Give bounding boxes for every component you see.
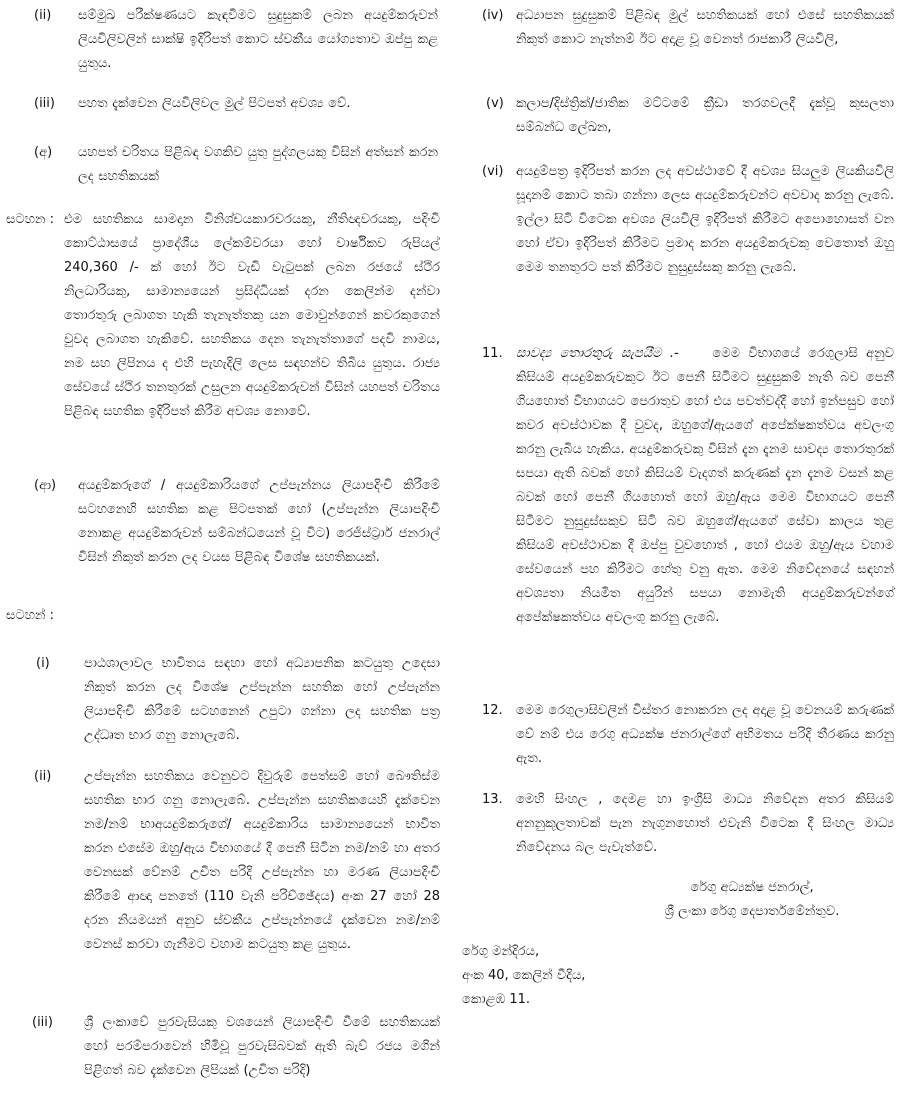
item-text: අධ්‍යාපන සුදුසුකම් පිළිබඳ මුල් සහතිකයක් හෝ එසේ සහතිකයක් නිකුත් කොට නැත්නම් ඊට අදාළ වූ වෙනත් රාජකාරී ලියවිලි, (516, 8, 894, 47)
signature-block (602, 876, 900, 924)
note-good-character (0, 208, 452, 452)
requirement-v (462, 92, 900, 142)
item-label: (ආ) (34, 478, 57, 493)
item-text: උප්පැන්න සහතිකය වෙනුවට දිවුරුම් පෙත්සම් හෝ බෞතිස්ම සහතික භාර ගනු නොලැබේ. උප්පැන්න සහතිකයෙහි දැක්වෙන නම/නම් භාඅයදුම්කරුගේ/ අයදුම්කාරිය සාමාන්‍යයෙන් භාවිත කරන එසේම ඔහු/ඇය විභාගයේ දී පෙනී සිටින නම/නම් හා අතර වෙනසක් වේනම් උචිත පරිදි උප්පැන්න හා මරණ ලියාපදිංචි කිරීමේ ආඥා පනතේ (110 වැනි පරිච්ඡේදය) අංක 27 හෝ 28 දරන නියමයන් අනුව ස්වකීය උප්පැන්නයේ දැක්වෙන නම/නම් වෙනස් කරවා ගැනීමට වහාම කටයුතු කළ යුතුය. (84, 769, 440, 952)
item-text: අයදුම්පත්‍ර ඉදිරිපත් කරන ලද අවස්ථාවේ දී අවශ්‍ය සියලුම ලියකියවිලි සූදානම් කොට තබා ගන්නා ලෙස අයදුම්කරුවන්ට අවවාද කරනු ලැබේ. ඉල්ලා සිටි විටෙක අවශ්‍ය ලියවිලි ඉදිරිපත් කිරීමට අපොහොසත් වන හෝ ඒවා ඉදිරිපත් කිරීමට ප්‍රමාද කරන අයදුම්කරුවකු වෙතොත් ඔහු මෙම තනතුරට පත් කිරීමට නුසුදුස්සකු කරනු ලැබේ. (516, 164, 894, 275)
signature-department: ශ්‍රී ලංකා රේගු දෙපාර්තමේන්තුව. (664, 904, 840, 919)
item-label: (iii) (34, 96, 55, 111)
address-line-1: රේගු මන්දිරය, (462, 944, 540, 959)
item-label: (v) (486, 96, 504, 111)
address-line-2: අංක 40, කෙලින් වීදිය, (462, 968, 586, 983)
item-text: යහපත් චරිතය පිළිබඳ වගකිව යුතු පුද්ගලයකු විසින් අත්සන් කරන ලද සහතිකයක් (78, 145, 438, 184)
section-11-false-information (462, 342, 900, 672)
section-number: 13. (482, 792, 503, 807)
item-text: සම්මුඛ පරීක්ෂණයට කැඳවීමට සුදුසුකම් ලබන අයදුම්කරුවන් ලියවිලිවලින් සාක්ෂි ඉදිරිපත් කොට ස්වකීය යෝග්‍යතාව ඔප්පු කළ යුතුය. (78, 8, 438, 71)
address-line-3: කොළඹ 11. (462, 992, 531, 1007)
section-text: මෙහි සිංහල , දෙමළ හා ඉංග්‍රීසි මාධ්‍ය නිවේදන අතර කිසියම් අනනුකූලතාවක් පැන නැගුනහොත් එවැනි විටෙක දී සිංහල මාධ්‍ය නිවේදනය බල පැවැත්වේ. (516, 792, 894, 855)
address-block (462, 940, 585, 1012)
section-number: 12. (482, 703, 503, 718)
requirement-iii (0, 92, 452, 118)
item-label: (iv) (482, 8, 504, 23)
section-text: මෙම රෙගුලාසිවලින් විස්තර නොකරන ලද අදාළ වූ වෙනයම් කරුණක් වේ නම් එය රෙගු අධ්‍යක්ෂ ජනරාල්ගේ අභිමතය පරිදි තීරණය කරනු ඇත. (516, 703, 894, 766)
note-iii (0, 1011, 452, 1107)
item-label: (අ) (34, 145, 53, 160)
section-number: 11. (482, 346, 503, 361)
requirement-iv (462, 4, 900, 78)
item-text: ශ්‍රී ලංකාවේ පුරවැසියකු වශයෙන් ලියාපදිංචි වීමේ සහතිකයක් හෝ පරම්පරාවෙන් හිමිවූ පුරවැසිබවක් ඇති බැව් රජය මගින් පිළිගත් බව දැක්වෙන ලිපියක් (උචිත පරිදි) (84, 1015, 440, 1078)
item-label: (iii) (32, 1015, 53, 1030)
item-text: පාඨශාලාවල භාවිතය සඳහා හෝ අධ්‍යාපනික කටයුතු උදෙසා නිකුත් කරන ලද විශේෂ උප්පැන්න සහතික හෝ උප්පැන්න ලියාපදිංචි කිරීමේ සටහනෙන් උපුටා ගන්නා ලද සහතික පත්‍ර උද්ධෘත භාර ගනු නොලැබේ. (84, 656, 440, 743)
note-text: එම සහතිකය සාමදාන විනිශ්චයකාරවරයකු, නීතිඥවරයකු, පදිංචි කොට්ඨාසයේ ප්‍රාදේශීය ලේකම්වරයා හෝ වාර්ෂිකව රුපියල් 240,360 /- ක් හෝ ඊට වැඩි වැටුපක් ලබන රජයේ ස්ථිර නිලධාරියකු, සාමාන්‍යයෙන් ප්‍රසිද්ධියක් දරන කෙලින්ම දන්වා තොරතුරු ලබාගත හැකි තැනැත්තකු යන මොවුන්ගෙන් කවරකුගෙන් වුවද ලබාගත හැකිවේ. සහතිකය දෙන තැනැත්තාගේ පදවි නාමය, නම සහ ලිපිනය ද එහි පැහැදිලි ලෙස සඳහන්ව තිබිය යුතුය. රාජ්‍ය සේවයේ ස්ථිර තනතුරක් උසුලන අයදුම්කරුවන් විසින් යහපත් චරිතය පිළිබඳ සහතික ඉදිරිපත් කිරීම අවශ්‍ය නොවේ. (64, 212, 440, 419)
item-text: අයදුම්කරුගේ / අයදුම්කාරියගේ උප්පැන්නය ලියාපදිංචි කිරීමේ සටහනෙහි සහතික කළ පිටපතක් හෝ (උප්පැන්න ලියාපදිංචි නොකළ අයදුම්කරුවන් සම්බන්ධයෙන් වූ විට) රෙජිස්ට්‍රාර් ජනරාල් විසින් නිකුත් කරන ලද වයස පිළිබඳ විශේෂ සහතිකයක්. (78, 478, 440, 565)
requirement-vi (462, 160, 900, 330)
document-aa (0, 474, 452, 594)
item-text: කලාප/දිස්ත්‍රික්/ජාතික මට්ටමේ ක්‍රීඩා තරගවලදී දැක්වූ කුසලතා සම්බන්ධ ලේඛන, (516, 96, 894, 135)
note-ii (0, 765, 452, 985)
section-12 (462, 699, 900, 773)
section-heading: සාවද්‍ය තොරතුරු සැපයීම .- (516, 346, 679, 361)
notes-heading: සටහන් : (6, 608, 54, 623)
requirement-ii (0, 4, 452, 74)
section-body (516, 342, 894, 630)
section-text: මෙම විභාගයේ රෙගුලාසි අනුව කිසියම් අයදුම්කරුවකුට ඊට පෙනී සිටීමට සුදුසුකම් නැති බව පෙනී ගියහොත් විභාගයට පෙරාතුව හෝ එය පවත්වද්දී හෝ ඉන්පසුව හෝ කවර අවස්ථාවක දී වුවද, ඔහුගේ/ඇයගේ අපේක්ෂකත්වය අවලංගු කරනු ලැබිය හැකිය. අයදුම්කරුවකු විසින් දැන දැනම සාවද්‍ය තොරතුරක් සපයා ඇති බවක් හෝ කිසියම් වැදගත් කරුණක් දැන දැනම වසන් කළ බවක් හෝ පෙනී ගියහොත් හෝ ඔහු/ඇය මෙම විභාගයට පෙනී සිටීමට නුසුදුස්සකුව සිටි බව ඔහුගේ/ඇයගේ සේවා කාලය තුළ කිසියම් අවස්ථාවක දී ඔප්පු වුවහොත් , හෝ එයම ඔහු/ඇය වහාම සේවයෙන් පහ කිරීමට හේතු වනු ඇත. මෙම නිවේදනයේ සඳහන් අවශ්‍යතා නියමිත අයුරින් සපයා නොමැති අයදුම්කරුවන්ගේ අපේක්ෂකත්වය අවලංගු කරනු ලැබේ. (516, 346, 895, 625)
item-text: පහත දැක්වෙන ලියවිලිවල මුල් පිටපත් අවශ්‍ය වේ. (78, 96, 351, 111)
item-label: (i) (36, 656, 50, 671)
item-label: (vi) (482, 164, 504, 179)
note-i (0, 652, 452, 748)
document-a (0, 141, 452, 191)
note-label: සටහන : (6, 212, 54, 227)
section-13 (462, 788, 900, 862)
item-label: (ii) (34, 8, 52, 23)
item-label: (ii) (34, 769, 52, 784)
signature-title: රේගු අධ්‍යක්ෂ ජනරාල්, (690, 880, 814, 895)
